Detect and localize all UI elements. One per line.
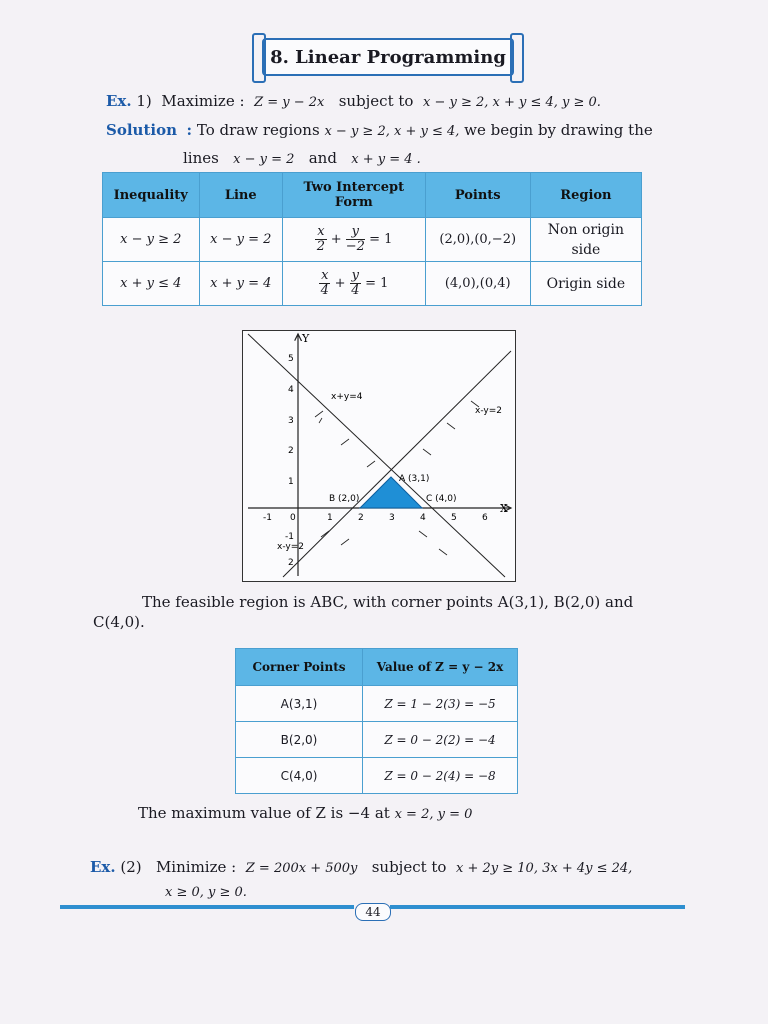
feasible-text-2: C(4,0).	[93, 613, 145, 631]
y-tick: 1	[288, 477, 294, 487]
x-tick: -1	[263, 513, 272, 523]
chapter-title: 8. Linear Programming	[262, 38, 514, 76]
ex2-minimize: Minimize :	[155, 858, 237, 876]
lines-word: lines	[183, 149, 219, 167]
numerator: x	[317, 224, 325, 239]
ex2-constraints-2	[165, 882, 247, 900]
equals-one: = 1	[365, 276, 389, 291]
table-header-row	[103, 173, 642, 218]
x-tick: 5	[451, 513, 457, 523]
x-tick: 1	[327, 513, 333, 523]
ex2-objective: Z = 200x + 500y	[245, 861, 358, 876]
max-value-sentence: The maximum value of Z is −4 at	[138, 804, 390, 822]
y-tick: 4	[288, 385, 294, 395]
header-inequality: Inequality	[103, 173, 200, 218]
solution-colon: :	[186, 121, 193, 139]
corner-points-table	[235, 648, 518, 794]
shading-arrows	[315, 401, 479, 555]
max-value-text	[138, 804, 472, 822]
table-row	[236, 722, 518, 758]
cell-points: (4,0),(0,4)	[425, 262, 530, 306]
ex2-label: Ex.	[90, 858, 116, 876]
line-x-minus-y-2	[283, 351, 511, 577]
cell-z-value: Z = 1 − 2(3) = −5	[363, 686, 518, 722]
cell-region: Origin side	[530, 262, 641, 306]
solution-regions: x − y ≥ 2, x + y ≤ 4,	[324, 124, 460, 139]
solution-line	[106, 121, 653, 139]
numerator: y	[346, 225, 365, 240]
feasible-region-graph	[242, 330, 516, 582]
cell-points: (2,0),(0,−2)	[425, 218, 530, 262]
y-tick-labels	[285, 354, 294, 568]
fraction	[315, 225, 326, 254]
point-b-label: B (2,0)	[329, 494, 360, 504]
footer-rule-right	[390, 905, 685, 909]
y-axis-label: Y	[302, 332, 310, 345]
and-word: and	[308, 149, 337, 167]
label-x-minus-y-2-lower: x-y=2	[277, 542, 305, 552]
y-tick: 5	[288, 354, 294, 364]
equals-one: = 1	[369, 232, 393, 247]
header-intercept-form: Two Intercept Form	[282, 173, 425, 218]
y-tick: 2	[288, 558, 294, 568]
fraction	[319, 269, 330, 298]
x-tick: 0	[290, 513, 296, 523]
x-tick: 3	[389, 513, 395, 523]
cell-z-value: Z = 0 − 2(4) = −8	[363, 758, 518, 794]
y-tick: 3	[288, 416, 294, 426]
solution-label: Solution	[106, 121, 177, 139]
x-tick: 2	[358, 513, 364, 523]
cell-corner-point: A(3,1)	[236, 686, 363, 722]
page-number: 44	[355, 903, 391, 921]
table-header-row	[236, 649, 518, 686]
table-row	[103, 218, 642, 262]
cell-line: x − y = 2	[199, 218, 282, 262]
denominator: −2	[345, 239, 365, 254]
ex1-subject-to: subject to	[338, 92, 414, 110]
denominator: 2	[316, 239, 326, 254]
header-points: Points	[425, 173, 530, 218]
lines-table	[102, 172, 642, 306]
ex1-label: Ex.	[106, 92, 132, 110]
numerator: y	[351, 268, 360, 283]
header-value-of-z: Value of Z = y − 2x	[363, 649, 518, 686]
y-tick: 2	[288, 446, 294, 456]
graph-svg	[243, 331, 515, 581]
ex1-statement	[106, 92, 601, 110]
point-c-label: C (4,0)	[426, 494, 457, 504]
line-eq-1: x − y = 2	[233, 152, 295, 167]
table-row	[103, 262, 642, 306]
denominator: 4	[320, 283, 329, 298]
ex2-statement	[90, 858, 632, 876]
footer-rule-left	[60, 905, 354, 909]
cell-inequality: x − y ≥ 2	[103, 218, 200, 262]
header-region: Region	[530, 173, 641, 218]
ex2-constraints: x + 2y ≥ 10, 3x + 4y ≤ 24,	[456, 861, 633, 876]
ex1-constraints: x − y ≥ 2, x + y ≤ 4, y ≥ 0.	[422, 95, 601, 110]
x-axis-label: X	[500, 502, 508, 515]
ex2-subject-to: subject to	[371, 858, 447, 876]
label-x-plus-y-4: x+y=4	[331, 392, 363, 402]
y-tick: -1	[285, 532, 294, 542]
ex1-maximize: Maximize :	[161, 92, 245, 110]
ex2-nonnegativity: x ≥ 0, y ≥ 0.	[165, 885, 247, 900]
cell-z-value: Z = 0 − 2(2) = −4	[363, 722, 518, 758]
denominator: 4	[351, 283, 360, 298]
x-tick: 6	[482, 513, 488, 523]
cell-corner-point: B(2,0)	[236, 722, 363, 758]
x-tick: 4	[420, 513, 426, 523]
cell-intercept-form: $\frac{x}{2}$ + $\frac{y}{-2}$ = 1	[282, 218, 425, 262]
ex1-number: 1)	[136, 92, 152, 110]
table-row	[236, 686, 518, 722]
label-x-minus-y-2: x-y=2	[475, 406, 503, 416]
cell-region: Non origin side	[530, 218, 641, 262]
cell-line: x + y = 4	[199, 262, 282, 306]
ex2-number: (2)	[120, 858, 142, 876]
cell-intercept-form: $\frac{x}{4}$ + $\frac{y}{4}$ = 1	[282, 262, 425, 306]
feasible-text-1: The feasible region is ABC, with corner points A(3,1), B(2,0) and	[142, 593, 634, 611]
fraction	[346, 225, 365, 254]
fraction	[350, 269, 361, 298]
x-tick-labels	[263, 513, 488, 523]
max-value-point: x = 2, y = 0	[394, 807, 473, 822]
header-corner-points: Corner Points	[236, 649, 363, 686]
ex1-objective: Z = y − 2x	[254, 95, 325, 110]
table-row	[236, 758, 518, 794]
line-eq-2: x + y = 4 .	[351, 152, 421, 167]
solution-text: To draw regions	[196, 121, 320, 139]
cell-inequality: x + y ≤ 4	[103, 262, 200, 306]
cell-corner-point: C(4,0)	[236, 758, 363, 794]
header-line: Line	[199, 173, 282, 218]
solution-lines	[183, 149, 421, 167]
numerator: x	[321, 268, 329, 283]
point-a-label: A (3,1)	[399, 474, 430, 484]
solution-text-2: we begin by drawing the	[464, 121, 653, 139]
